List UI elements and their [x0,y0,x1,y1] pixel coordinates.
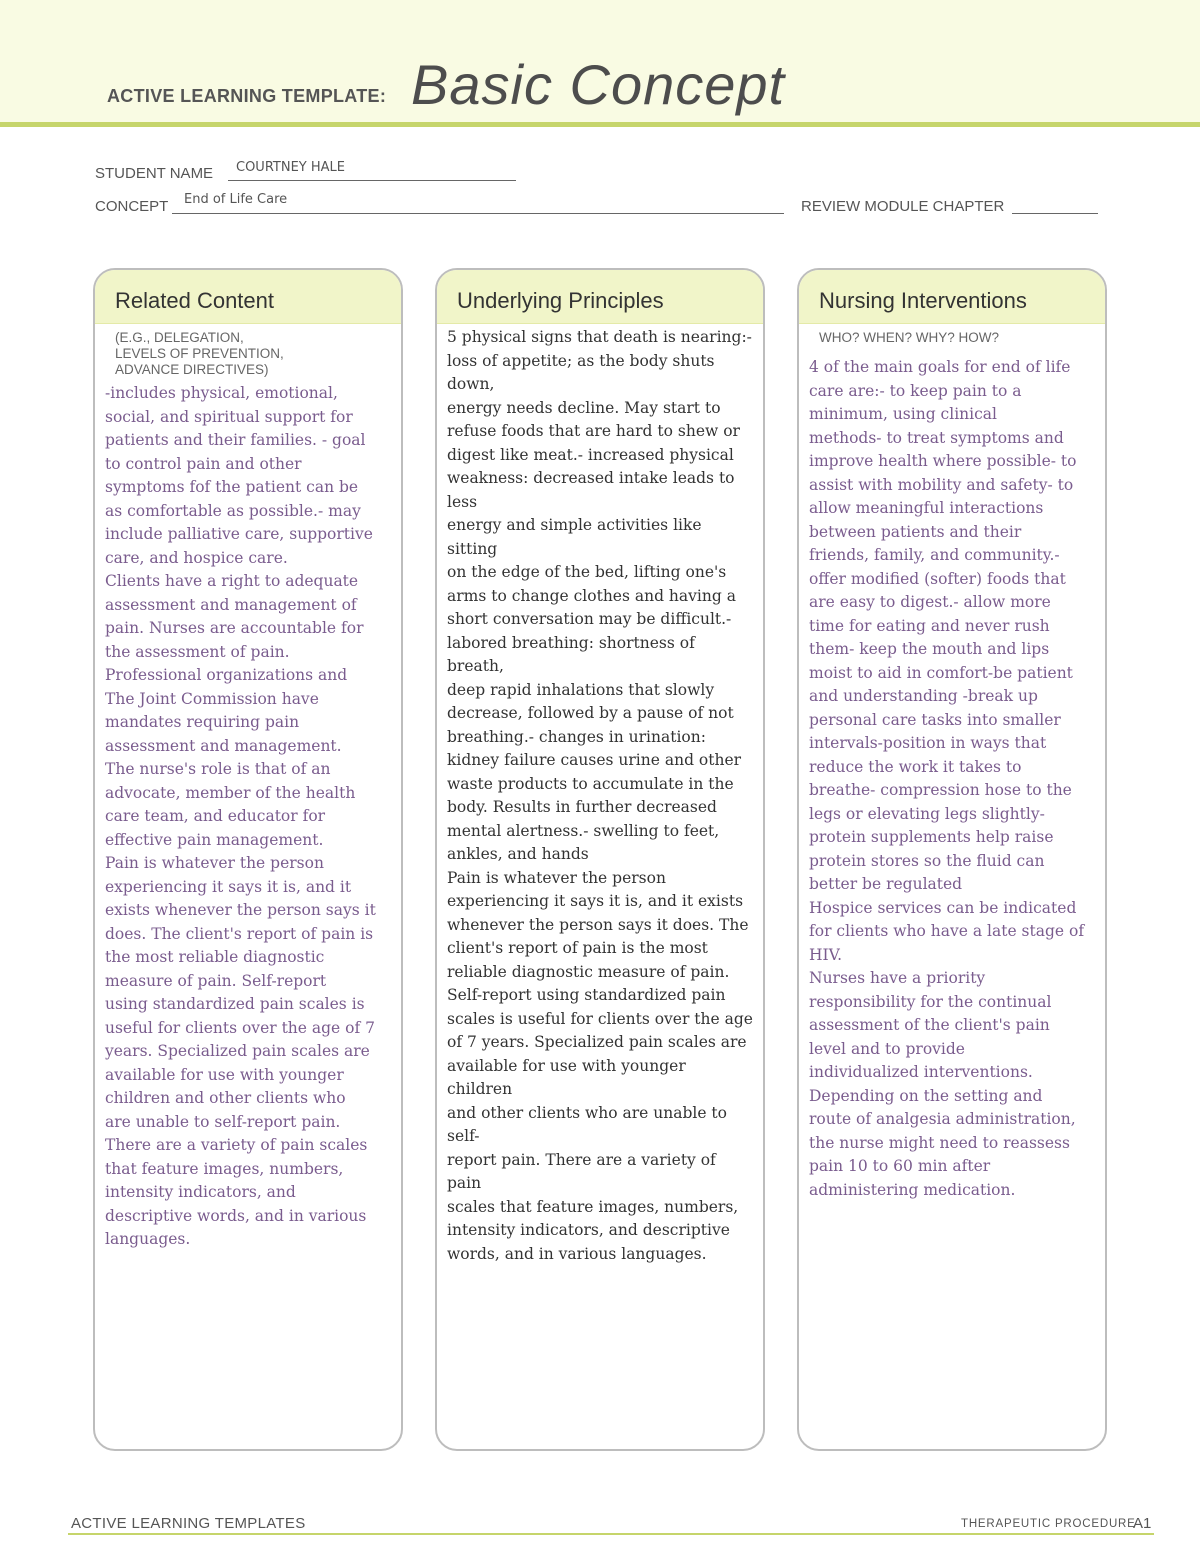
related-content-subtitle: (E.G., DELEGATION, LEVELS OF PREVENTION, ADVANCE DIRECTIVES) [115,330,284,377]
footer-right: THERAPEUTIC PROCEDURE [961,1518,1136,1530]
concept-label: CONCEPT [95,198,169,215]
template-label: ACTIVE LEARNING TEMPLATE: [107,86,387,106]
review-module-label: REVIEW MODULE CHAPTER [801,198,1005,215]
header-rule [0,122,1200,127]
concept-value[interactable]: End of Life Care [184,192,288,207]
underlying-principles-body[interactable]: 5 physical signs that death is nearing:- loss of appetite; as the body shuts down, energy needs decline. May start to refuse foods that are hard to shew or digest like meat.- increased physical weakness: decreased intake leads to less energy and simple activities like sitting on the edge of the bed, lifting one's arms to change clothes and having a short conversation may be difficult.- labored breathing: shortness of breath, deep rapid inhalations that slowly decrease, followed by a pause of not breathing.- changes in urination: kidney failure causes urine and other waste products to accumulate in the body. Results in further decreased mental alertness.- swelling to feet, ankles, and hands Pain is whatever the person experiencing it says it is, and it exists whenever the person says it does. The client's report of pain is the most reliable diagnostic measure of pain. Self-report using standardized pain scales is useful for clients over the age of 7 years. Specialized pain scales are available for use with younger children and other clients who are unable to self- report pain. There are a variety of pain scales that feature images, numbers, intensity indicators, and descriptive words, and in various languages. [447,328,753,1263]
footer-left: ACTIVE LEARNING TEMPLATES [71,1515,306,1532]
related-content-title: Related Content [95,270,401,324]
footer-rule [68,1533,1154,1535]
student-name-value[interactable]: COURTNEY HALE [236,160,345,175]
related-content-body[interactable]: -includes physical, emotional, social, and spiritual support for patients and their families. - goal to control pain and other symptoms fof the patient can be as comfortable as possible.- may include palliative care, supportive care, and hospice care. Clients have a right to adequate assessment and management of pain. Nurses are accountable for the assessment of pain. Professional organizations and The Joint Commission have mandates requiring pain assessment and management. The nurse's role is that of an advocate, member of the health care team, and educator for effective pain management. Pain is whatever the person experiencing it says it is, and it exists whenever the person says it does. The client's report of pain is the most reliable diagnostic measure of pain. Self-report using standardized pain scales is useful for clients over the age of 7 years. Specialized pain scales are available for use with younger children and other clients who are unable to self-report pain. There are a variety of pain scales that feature images, numbers, intensity indicators, and descriptive words, and in various languages. [105,384,376,1248]
nursing-interventions-title: Nursing Interventions [799,270,1105,324]
underlying-principles-panel [435,268,765,1451]
nursing-interventions-panel [797,268,1107,1451]
footer-page-number: A1 [1133,1515,1152,1532]
related-content-panel [93,268,403,1451]
review-module-line[interactable] [1012,213,1098,214]
underlying-principles-title: Underlying Principles [437,270,763,324]
concept-line [172,213,784,214]
student-name-line [228,180,516,181]
nursing-interventions-body[interactable]: 4 of the main goals for end of life care are:- to keep pain to a minimum, using clinical methods- to treat symptoms and improve health where possible- to assist with mobility and safety- to allow meaningful interactions between patients and their friends, family, and community.- offer modified (softer) foods that are easy to digest.- allow more time for eating and never rush them- keep the mouth and lips moist to aid in comfort-be patient and understanding -break up personal care tasks into smaller intervals-position in ways that reduce the work it takes to breathe- compression hose to the legs or elevating legs slightly- protein supplements help raise protein stores so the fluid can better be regulated Hospice services can be indicated for clients who have a late stage of HIV. Nurses have a priority responsibility for the continual assessment of the client's pain level and to provide individualized interventions. Depending on the setting and route of analgesia administration, the nurse might need to reassess pain 10 to 60 min after administering medication. [809,358,1085,1199]
nursing-interventions-subtitle: WHO? WHEN? WHY? HOW? [819,330,1000,345]
template-title: Basic Concept [411,53,786,116]
student-name-label: STUDENT NAME [95,165,214,182]
